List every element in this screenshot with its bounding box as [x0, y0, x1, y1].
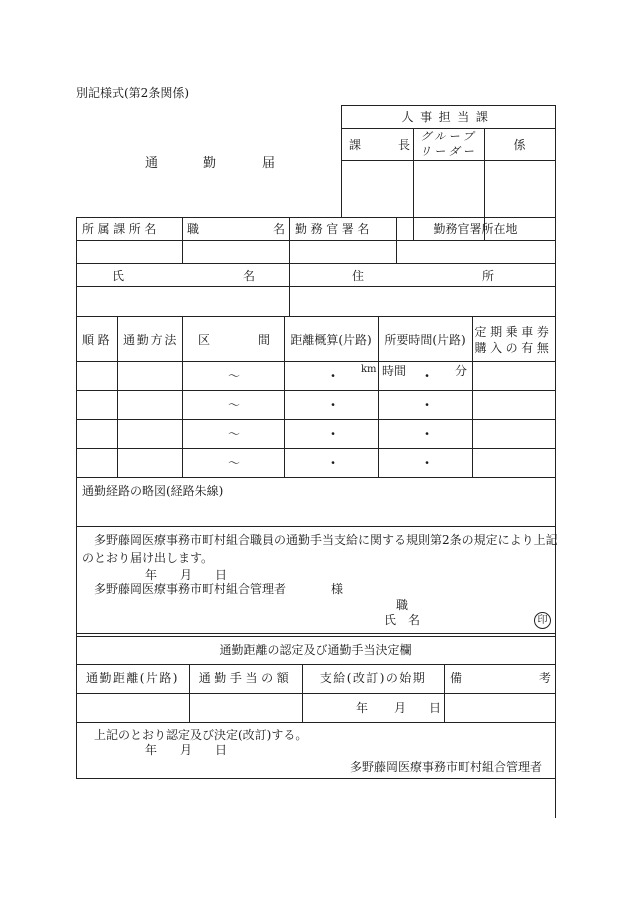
route-sketch-label: 通勤経路の略図(経路朱線) [82, 484, 224, 498]
approval-note-header-b: 考 [539, 671, 552, 685]
distance-decimal-dot: ・ [327, 398, 340, 412]
section-tilde: 〜 [228, 369, 241, 383]
office-input[interactable] [290, 241, 395, 262]
route-order-header: 順路 [82, 333, 114, 347]
route-method-header: 通勤方法 [123, 333, 179, 347]
route-distance-header: 距離概算(片路) [290, 333, 372, 347]
time-decimal-dot: ・ [421, 456, 434, 470]
hr-leader-seal-box[interactable] [414, 161, 483, 217]
hr-chief-label-a: 課 [349, 138, 362, 152]
distance-decimal-dot: ・ [327, 427, 340, 441]
address-label-b: 所 [482, 269, 495, 283]
hr-group-leader-top: グループ [420, 130, 477, 143]
declarant-name-label: 氏 名 [384, 613, 421, 627]
approval-amount-header: 通勤手当の額 [198, 671, 293, 685]
declaration-addressee: 多野藤岡医療事務市町村組合管理者 [94, 582, 287, 596]
name-input[interactable] [77, 287, 288, 315]
title-char: 勤 [203, 156, 217, 171]
office-label: 勤務官署名 [295, 222, 374, 236]
approval-note-input[interactable] [445, 694, 554, 721]
declaration-honorific: 様 [331, 582, 344, 596]
hr-group-leader-bottom: リーダー [419, 145, 478, 158]
section-tilde: 〜 [228, 456, 241, 470]
approval-year: 年 [356, 701, 369, 715]
approval-signer: 多野藤岡医療事務市町村組合管理者 [350, 760, 543, 774]
hr-chief-label-b: 長 [398, 138, 411, 152]
section-tilde: 〜 [228, 427, 241, 441]
declarant-position-label: 職 [396, 598, 409, 612]
office-location-label: 勤務官署所在地 [433, 222, 518, 236]
position-label-a: 職 [187, 222, 200, 236]
position-input[interactable] [183, 241, 288, 262]
dept-label: 所属課所名 [82, 222, 161, 236]
approval-statement-year: 年 [145, 743, 158, 757]
dept-input[interactable] [77, 241, 181, 262]
office-location-input[interactable] [397, 241, 554, 262]
declaration-line-2: のとおり届け出します。 [82, 551, 214, 565]
approval-distance-input[interactable] [77, 694, 188, 721]
distance-unit: km [361, 364, 377, 375]
title-char: 届 [262, 156, 276, 171]
time-decimal-dot: ・ [421, 398, 434, 412]
approval-amount-input[interactable] [190, 694, 301, 721]
approval-month: 月 [394, 701, 407, 715]
title-char: 通 [145, 156, 159, 171]
distance-decimal-dot: ・ [327, 456, 340, 470]
time-hours-unit: 時間 [382, 364, 407, 378]
name-label-b: 名 [243, 269, 256, 283]
approval-distance-header: 通勤距離(片路) [86, 671, 179, 685]
route-sketch-area[interactable] [77, 500, 554, 525]
form-label: 別記様式(第2条関係) [76, 86, 189, 100]
route-time-header: 所要時間(片路) [384, 333, 466, 347]
time-decimal-dot: ・ [421, 427, 434, 441]
route-pass-header-bottom: 購入の有無 [474, 341, 553, 355]
address-input[interactable] [290, 287, 554, 315]
time-minutes-unit: 分 [455, 364, 468, 378]
approval-statement-day: 日 [215, 743, 228, 757]
seal-mark: 印 [534, 612, 551, 629]
distance-decimal-dot: ・ [327, 369, 340, 383]
hr-chief-seal-box[interactable] [342, 161, 412, 217]
address-label-a: 住 [352, 269, 365, 283]
approval-statement-month: 月 [180, 743, 193, 757]
declaration-line-1: 多野藤岡医療事務市町村組合職員の通勤手当支給に関する規則第2条の規定により上記 [94, 533, 558, 547]
approval-title: 通勤距離の認定及び通勤手当決定欄 [219, 643, 412, 657]
route-pass-header-top: 定期乗車券 [474, 325, 553, 339]
hr-staff-seal-box[interactable] [485, 161, 554, 217]
hr-staff-label: 係 [513, 138, 526, 152]
approval-day: 日 [429, 701, 442, 715]
position-label-b: 名 [273, 222, 286, 236]
name-label-a: 氏 [112, 269, 125, 283]
time-decimal-dot: ・ [421, 369, 434, 383]
declaration-year: 年 [145, 568, 158, 582]
approval-note-header-a: 備 [450, 671, 463, 685]
declaration-day: 日 [215, 568, 228, 582]
approval-start-header: 支給(改訂)の始期 [319, 671, 427, 685]
route-section-header-b: 間 [258, 333, 271, 347]
declaration-month: 月 [180, 568, 193, 582]
hr-department-header: 人事担当課 [401, 110, 495, 124]
route-section-header-a: 区 [198, 333, 211, 347]
section-tilde: 〜 [228, 398, 241, 412]
approval-statement: 上記のとおり認定及び決定(改訂)する。 [94, 728, 308, 742]
